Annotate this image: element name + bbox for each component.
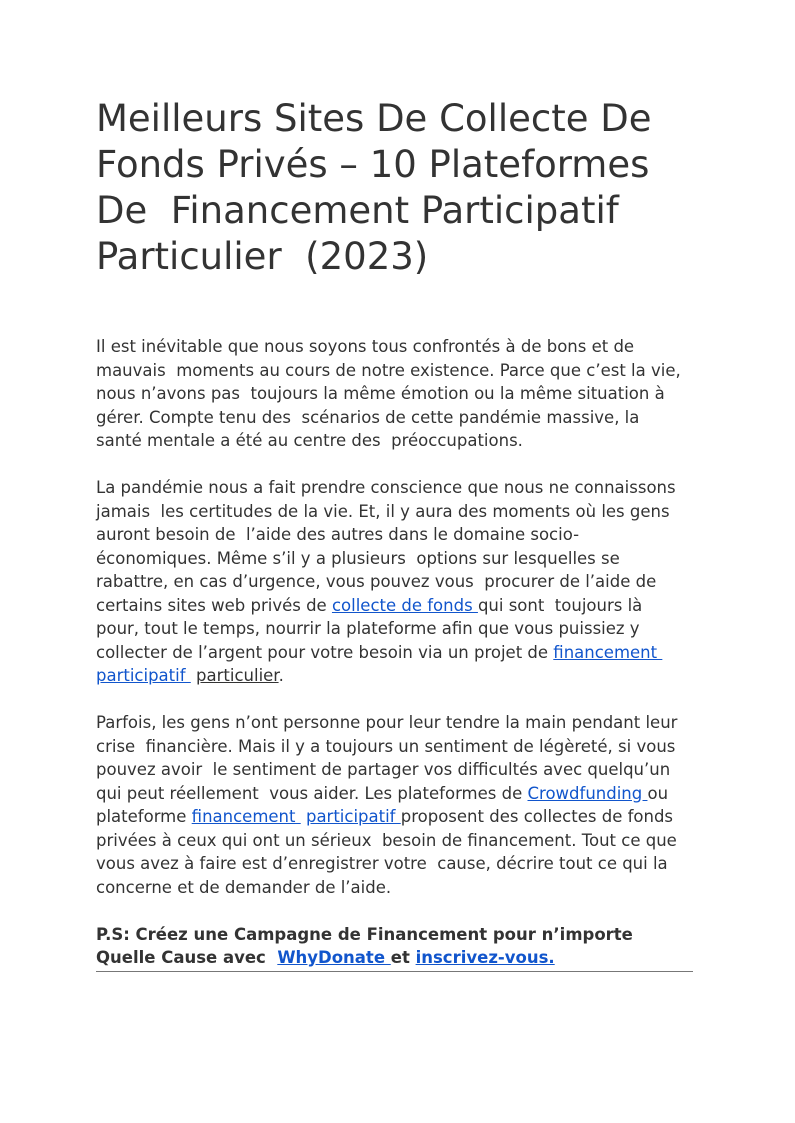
- text-line: gérer. Compte tenu des scénarios de cette pandémie massive, la: [96, 407, 640, 427]
- link-crowdfunding[interactable]: Crowdfunding: [527, 783, 648, 803]
- text-line: concerne et de demander de l’aide.: [96, 877, 392, 897]
- paragraph-crisis: [96, 711, 696, 899]
- title-line: De Financement Participatif: [96, 189, 619, 232]
- text-line: pour, tout le temps, nourrir la plateforme afin que vous puissiez y: [96, 619, 640, 638]
- text-line: économiques. Même s’il y a plusieurs options sur lesquelles se: [96, 548, 620, 568]
- text-segment: certains sites web privés de: [96, 595, 332, 615]
- ps-callout: [96, 923, 693, 970]
- link-financement-2[interactable]: financement: [191, 807, 301, 826]
- link-particulier[interactable]: particulier: [196, 666, 279, 685]
- title-line: Fonds Privés – 10 Plateformes: [96, 143, 650, 186]
- text-segment: Quelle Cause avec: [96, 948, 278, 967]
- title-line: Particulier (2023): [96, 235, 429, 278]
- text-line: rabattre, en cas d’urgence, vous pouvez vous procurer de l’aide de: [96, 572, 657, 591]
- text-line: mauvais moments au cours de notre existence. Parce que c’est la vie,: [96, 360, 681, 380]
- link-participatif-2[interactable]: participatif: [305, 807, 401, 826]
- text-line: crise financière. Mais il y a toujours un sentiment de légèreté, si vous: [96, 736, 676, 756]
- text-line: Il est inévitable que nous soyons tous confrontés à de bons et de: [96, 337, 635, 356]
- text-line: auront besoin de l’aide des autres dans le domaine socio-: [96, 525, 580, 544]
- link-inscrivez-vous[interactable]: inscrivez-vous.: [415, 948, 555, 967]
- text-segment: plateforme: [96, 807, 192, 826]
- text-segment: .: [278, 666, 284, 685]
- link-participatif[interactable]: participatif: [96, 666, 191, 685]
- text-line: vous avez à faire est d’enregistrer votre cause, décrire tout ce qui la: [96, 854, 668, 873]
- text-line: pouvez avoir le sentiment de partager vos difficultés avec quelqu’un: [96, 760, 671, 779]
- text-segment: qui peut réellement vous aider. Les plateformes de: [96, 783, 528, 803]
- text-line: jamais les certitudes de la vie. Et, il y aura des moments où les gens: [96, 501, 670, 521]
- text-line: santé mentale a été au centre des préoccupations.: [96, 431, 523, 450]
- paragraph-pandemic: [96, 476, 696, 688]
- text-line: La pandémie nous a fait prendre conscience que nous ne connaissons: [96, 478, 676, 497]
- text-segment: collecter de l’argent pour votre besoin via un projet de: [96, 642, 554, 662]
- text-line: nous n’avons pas toujours la même émotion ou la même situation à: [96, 384, 665, 403]
- title-line: Meilleurs Sites De Collecte De: [96, 97, 652, 140]
- text-segment: et: [390, 948, 416, 967]
- link-financement[interactable]: financement: [553, 642, 663, 662]
- text-line: privées à ceux qui ont un sérieux besoin de financement. Tout ce que: [96, 830, 677, 850]
- document-page: [96, 96, 696, 986]
- page-title: [96, 96, 696, 280]
- paragraph-intro: [96, 335, 696, 453]
- text-segment: ou: [647, 783, 669, 803]
- link-whydonate[interactable]: WhyDonate: [277, 948, 391, 967]
- link-collecte-de-fonds[interactable]: collecte de fonds: [331, 595, 478, 615]
- text-segment: qui sont toujours là: [477, 595, 643, 615]
- text-segment: proposent des collectes de fonds: [400, 807, 674, 826]
- text-line: Parfois, les gens n’ont personne pour leur tendre la main pendant leur: [96, 713, 678, 732]
- text-line: P.S: Créez une Campagne de Financement pour n’importe: [96, 924, 633, 944]
